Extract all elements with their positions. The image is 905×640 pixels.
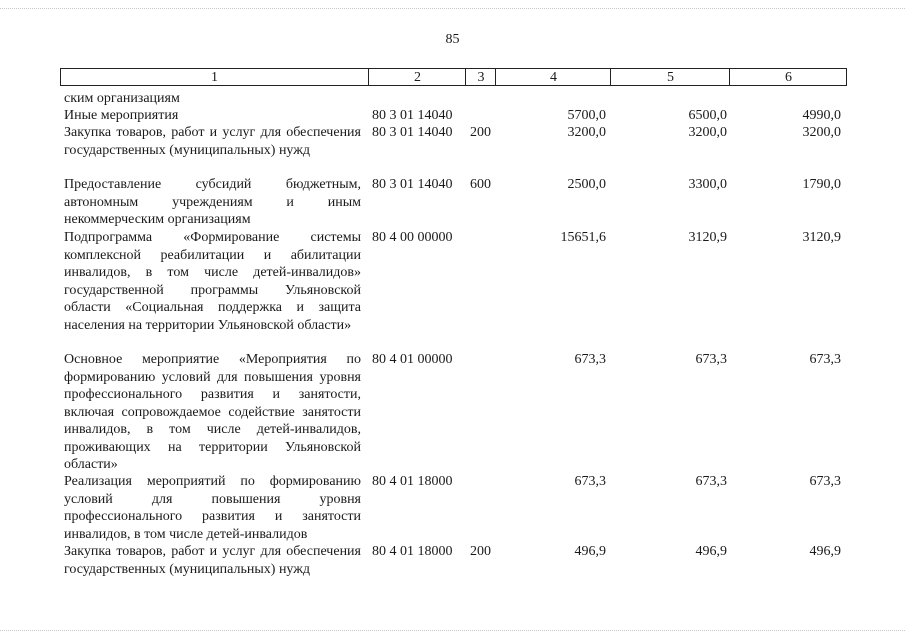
- row-name: Подпрограмма «Формирование системы комплексной реабилитации и абилитации инвалидов, в том числе детей-инвалидов» государственной программы Ульяновской области «Социальная поддержка и защита населения на территории Ульяновской области»: [64, 230, 361, 333]
- row-value-col6: 3200,0: [802, 125, 841, 140]
- row-value-col4: 673,3: [574, 352, 606, 367]
- row-code: 80 4 00 00000: [372, 230, 453, 245]
- row-value-col4: 15651,6: [560, 230, 606, 245]
- row-type: 200: [470, 544, 491, 559]
- page-number: 85: [445, 32, 460, 47]
- row-value-col4: 5700,0: [567, 108, 606, 123]
- header-col-4: 4: [495, 69, 611, 85]
- row-code: 80 4 01 18000: [372, 474, 453, 489]
- row-value-col5: 3200,0: [688, 125, 727, 140]
- row-name: ским организациям: [64, 91, 180, 106]
- row-code: 80 3 01 14040: [372, 108, 453, 123]
- row-code: 80 4 01 00000: [372, 352, 453, 367]
- scan-noise-top: [0, 8, 905, 10]
- scan-noise-bottom: [0, 630, 905, 632]
- header-col-5: 5: [610, 69, 730, 85]
- row-value-col6: 1790,0: [802, 177, 841, 192]
- row-value-col4: 673,3: [574, 474, 606, 489]
- row-value-col5: 673,3: [695, 352, 727, 367]
- row-value-col6: 673,3: [809, 474, 841, 489]
- row-value-col6: 673,3: [809, 352, 841, 367]
- row-code: 80 3 01 14040: [372, 177, 453, 192]
- row-value-col6: 496,9: [809, 544, 841, 559]
- row-type: 600: [470, 177, 491, 192]
- row-value-col6: 4990,0: [802, 108, 841, 123]
- header-col-2: 2: [368, 69, 466, 85]
- row-value-col4: 496,9: [574, 544, 606, 559]
- row-value-col5: 496,9: [695, 544, 727, 559]
- header-col-1: 1: [211, 70, 218, 85]
- row-value-col5: 673,3: [695, 474, 727, 489]
- row-code: 80 4 01 18000: [372, 544, 453, 559]
- row-name: Основное мероприятие «Мероприятия по формированию условий для повышения уровня профессионального развития и занятости, включая сопровождаемое содействие занятости инвалидов, в том числе детей-инвалидов, проживающих на территории Ульяновской области»: [64, 352, 361, 472]
- row-value-col4: 3200,0: [567, 125, 606, 140]
- row-name: Реализация мероприятий по формированию условий для повышения уровня профессионального развития и занятости инвалидов, в том числе детей-инвалидов: [64, 474, 361, 542]
- header-col-6: 6: [729, 69, 847, 85]
- row-type: 200: [470, 125, 491, 140]
- row-name: Закупка товаров, работ и услуг для обеспечения государственных (муниципальных) нужд: [64, 544, 361, 577]
- row-value-col5: 3120,9: [688, 230, 727, 245]
- table-header: [60, 68, 847, 86]
- row-code: 80 3 01 14040: [372, 125, 453, 140]
- header-col-3: 3: [465, 69, 496, 85]
- row-name: Иные мероприятия: [64, 108, 179, 123]
- row-name: Предоставление субсидий бюджетным, автономным учреждениям и иным некоммерческим организациям: [64, 177, 361, 227]
- row-value-col5: 6500,0: [688, 108, 727, 123]
- row-value-col4: 2500,0: [567, 177, 606, 192]
- row-value-col5: 3300,0: [688, 177, 727, 192]
- row-name: Закупка товаров, работ и услуг для обеспечения государственных (муниципальных) нужд: [64, 125, 361, 158]
- row-value-col6: 3120,9: [802, 230, 841, 245]
